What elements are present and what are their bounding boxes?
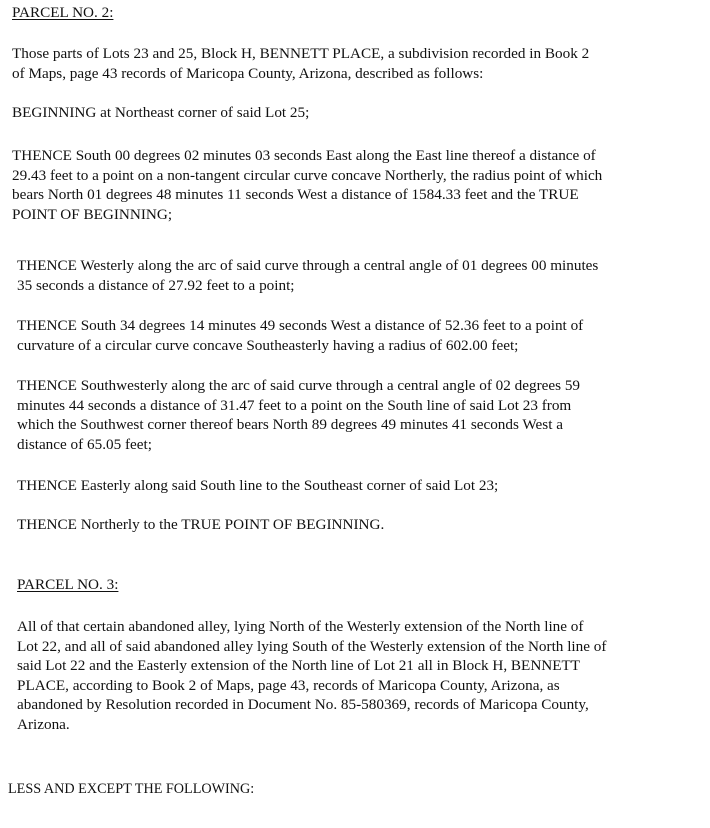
text-line: which the Southwest corner thereof bears North 89 degrees 49 minutes 41 seconds West a — [17, 416, 563, 433]
parcel-2-thence-1 — [12, 146, 602, 224]
text-line: PLACE, according to Book 2 of Maps, page 43, records of Maricopa County, Arizona, as — [17, 676, 560, 694]
parcel-3-heading: PARCEL NO. 3: — [17, 576, 119, 593]
text-line: bears North 01 degrees 48 minutes 11 seconds West a distance of 1584.33 feet and the TRUE — [12, 186, 579, 203]
text-line: Those parts of Lots 23 and 25, Block H, BENNETT PLACE, a subdivision recorded in Book 2 — [12, 45, 590, 62]
parcel-2-heading: PARCEL NO. 2: — [12, 4, 114, 21]
parcel-2-thence-2 — [17, 256, 598, 295]
parcel-2-intro — [12, 44, 589, 83]
text-line: THENCE South 34 degrees 14 minutes 49 seconds West a distance of 52.36 feet to a point of — [17, 317, 584, 334]
text-line: POINT OF BEGINNING; — [12, 205, 173, 223]
text-line: THENCE South 00 degrees 02 minutes 03 seconds East along the East line thereof a distance of — [12, 147, 596, 164]
text-line: of Maps, page 43 records of Maricopa County, Arizona, described as follows: — [12, 64, 484, 82]
text-line: curvature of a circular curve concave Southeasterly having a radius of 602.00 feet; — [17, 336, 519, 354]
parcel-2-thence-3 — [17, 316, 583, 355]
text-line: THENCE Southwesterly along the arc of said curve through a central angle of 02 degrees 59 — [17, 377, 581, 394]
text-line: minutes 44 seconds a distance of 31.47 feet to a point on the South line of said Lot 23 from — [17, 396, 572, 414]
less-and-except-heading: LESS AND EXCEPT THE FOLLOWING: — [8, 781, 255, 797]
text-line: distance of 65.05 feet; — [17, 435, 152, 453]
text-line: 29.43 feet to a point on a non-tangent circular curve concave Northerly, the radius point of which — [12, 166, 603, 184]
text-line: All of that certain abandoned alley, lying North of the Westerly extension of the North line of — [17, 618, 584, 635]
parcel-3-body — [17, 617, 606, 734]
text-line: THENCE Westerly along the arc of said curve through a central angle of 01 degrees 00 minutes — [17, 257, 599, 274]
parcel-2-thence-6: THENCE Northerly to the TRUE POINT OF BEGINNING. — [17, 516, 385, 533]
parcel-2-beginning: BEGINNING at Northeast corner of said Lot 25; — [12, 104, 310, 121]
text-line: said Lot 22 and the Easterly extension of the North line of Lot 21 all in Block H, BENNETT — [17, 657, 581, 674]
text-line: 35 seconds a distance of 27.92 feet to a point; — [17, 276, 295, 294]
parcel-2-thence-5: THENCE Easterly along said South line to the Southeast corner of said Lot 23; — [17, 477, 499, 494]
text-line: Lot 22, and all of said abandoned alley lying South of the Westerly extension of the North line of — [17, 637, 607, 655]
text-line: Arizona. — [17, 715, 70, 733]
text-line: abandoned by Resolution recorded in Document No. 85-580369, records of Maricopa County, — [17, 696, 589, 713]
parcel-2-thence-4 — [17, 376, 580, 454]
